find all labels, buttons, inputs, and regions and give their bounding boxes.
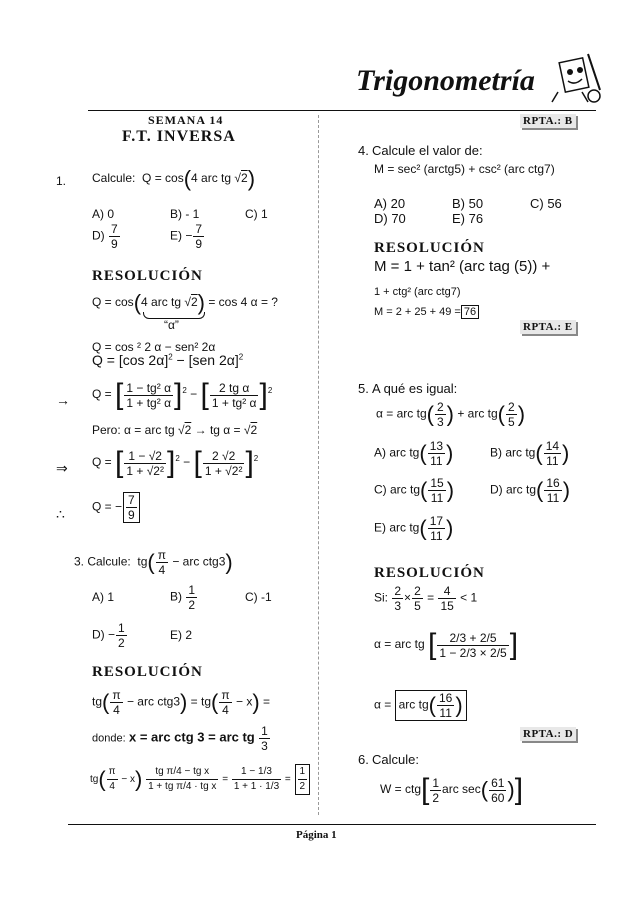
q1-statement: Calcule: Q = cos(4 arc tg √2) bbox=[92, 166, 256, 191]
q3-option-c: C) -1 bbox=[245, 590, 272, 604]
q3-step-1: tg( $\frac{\pi}{4}$ − arc ctg3) = tg( $\frac{\pi}{4}$ − x) = bbox=[92, 688, 271, 717]
column-divider bbox=[318, 115, 319, 815]
q3-option-b: B) $\frac{1}{2}$ bbox=[170, 583, 196, 612]
q1-result: Q = − $\frac{7}{9}$ bbox=[92, 492, 141, 523]
section-subtitle: F.T. INVERSA bbox=[122, 128, 236, 145]
q5-option-d: D) arc tg( $\frac{16}{11}$ ) bbox=[490, 476, 571, 505]
page-header-title: Trigonometría bbox=[356, 64, 535, 97]
q5-step-2: α = arc tg [ $\frac{2/3 + 2/5}{1 - 2/3 \times 2/5}$ ] bbox=[374, 628, 519, 661]
q6-expression: W = ctg[ $\frac{1}{2}$ arc sec( $\frac{61}{60}$ )] bbox=[380, 773, 524, 806]
answer-badge-e: RPTA.: E bbox=[520, 320, 576, 334]
q3-option-e: E) 2 bbox=[170, 628, 193, 642]
q1-step-3: Q = [cos 2α]$^2$ − [sen 2α]$^2$ bbox=[92, 352, 244, 368]
q4-step-1: M = 1 + tan² (arc tag (5)) + bbox=[374, 258, 551, 275]
week-label: SEMANA 14 bbox=[148, 113, 224, 127]
q1-pero-line: Pero: α = arc tg √2 → tg α = √2 bbox=[92, 423, 258, 437]
q4-step-3: M = 2 + 25 + 49 = 76 bbox=[374, 306, 479, 318]
q5-option-a: A) arc tg( $\frac{13}{11}$ ) bbox=[374, 439, 454, 468]
q1-step-6: Q = [ $\frac{1 - √2}{\text{1 + √2²}}$ ]$^2$ − [ $\frac{2 √2}{\text{1 + √2²}}$ ]$^2$ bbox=[92, 446, 259, 479]
header-rule bbox=[88, 110, 596, 111]
q4-option-d: D) 70 bbox=[374, 211, 406, 226]
mascot-icon bbox=[548, 46, 608, 106]
footer-page-number: Página 1 bbox=[296, 829, 337, 841]
q5-expression: α = arc tg( $\frac{2}{3}$ ) + arc tg( $\frac{2}{5}$ ) bbox=[376, 400, 526, 429]
q4-option-e: E) 76 bbox=[452, 211, 484, 226]
q3-resolution-title: RESOLUCIÓN bbox=[92, 664, 203, 680]
q4-number: 4. bbox=[358, 143, 369, 158]
q3-step-2: donde: x = arc ctg 3 = arc tg $\frac{1}{3}$ bbox=[92, 724, 268, 753]
q5-option-c: C) arc tg( $\frac{15}{11}$ ) bbox=[374, 476, 455, 505]
q1-alpha-label: “α” bbox=[164, 318, 179, 332]
q1-resolution-title: RESOLUCIÓN bbox=[92, 268, 203, 284]
q5-label: A qué es igual: bbox=[372, 381, 458, 396]
q5-result: α = arc tg( $\frac{16}{11}$ ) bbox=[374, 690, 467, 721]
q6-label: Calcule: bbox=[372, 752, 419, 767]
q1-step-4: Q = [ $\frac{\text{1 − tg² α}}{\text{1 + tg² α}}$ ]$^2$ − [ $\frac{\text{2 tg α}}{\text{1 + tg² α}}$ ]$^2$ bbox=[92, 378, 273, 411]
q1-therefore: ∴ bbox=[56, 506, 65, 522]
q1-option-a: A) 0 bbox=[92, 207, 115, 221]
q5-condition: Si: $\frac{2}{3}$ × $\frac{2}{5}$ = $\frac{4}{15}$ < 1 bbox=[374, 584, 478, 613]
q1-number: 1. bbox=[56, 174, 67, 188]
q1-step-2: Q = cos ² 2 α − sen² 2α bbox=[92, 340, 216, 354]
q6-number: 6. bbox=[358, 752, 369, 767]
q4-label: Calcule el valor de: bbox=[372, 143, 483, 158]
q1-arrow-2: ⇒ bbox=[56, 460, 68, 476]
q4-expression: M = sec² (arctg5) + csc² (arc ctg7) bbox=[374, 162, 555, 176]
q4-option-c: C) 56 bbox=[530, 196, 562, 211]
q3-statement: 3. Calcule: tg( $\frac{\pi}{4}$ − arc ctg3) bbox=[74, 548, 233, 577]
q5-option-b: B) arc tg( $\frac{14}{11}$ ) bbox=[490, 439, 570, 468]
q5-number: 5. bbox=[358, 381, 369, 396]
q5-option-e: E) arc tg( $\frac{17}{11}$ ) bbox=[374, 514, 454, 543]
q3-option-a: A) 1 bbox=[92, 590, 115, 604]
q4-option-b: B) 50 bbox=[452, 196, 484, 211]
q1-option-e: E) − $\frac{7}{9}$ bbox=[170, 222, 203, 251]
q1-option-d: D) $\frac{7}{9}$ bbox=[92, 222, 118, 251]
footer-rule bbox=[68, 824, 596, 825]
q3-option-d: D) − $\frac{1}{2}$ bbox=[92, 621, 125, 650]
q3-step-3: tg( $\frac{\pi}{4}$ − x) $\frac{\text{tg π/4 − tg x}}{\text{1 + tg π/4 · tg x}}$ = $\frac{1 - 1/3}{1 + 1 \cdot 1/3}$ = $\frac{1}{2}$ bbox=[90, 764, 311, 795]
q1-option-b: B) - 1 bbox=[170, 207, 200, 221]
q1-step-1: Q = cos(4 arc tg √2) = cos 4 α = ? bbox=[92, 290, 278, 315]
answer-badge-d: RPTA.: D bbox=[520, 727, 576, 741]
q4-option-a: A) 20 bbox=[374, 196, 406, 211]
q1-option-c: C) 1 bbox=[245, 207, 268, 221]
answer-badge-b: RPTA.: B bbox=[520, 114, 576, 128]
q1-arrow-1: → bbox=[56, 392, 70, 408]
q4-step-2: 1 + ctg² (arc ctg7) bbox=[374, 286, 461, 298]
q5-resolution-title: RESOLUCIÓN bbox=[374, 565, 485, 581]
q4-resolution-title: RESOLUCIÓN bbox=[374, 240, 485, 256]
